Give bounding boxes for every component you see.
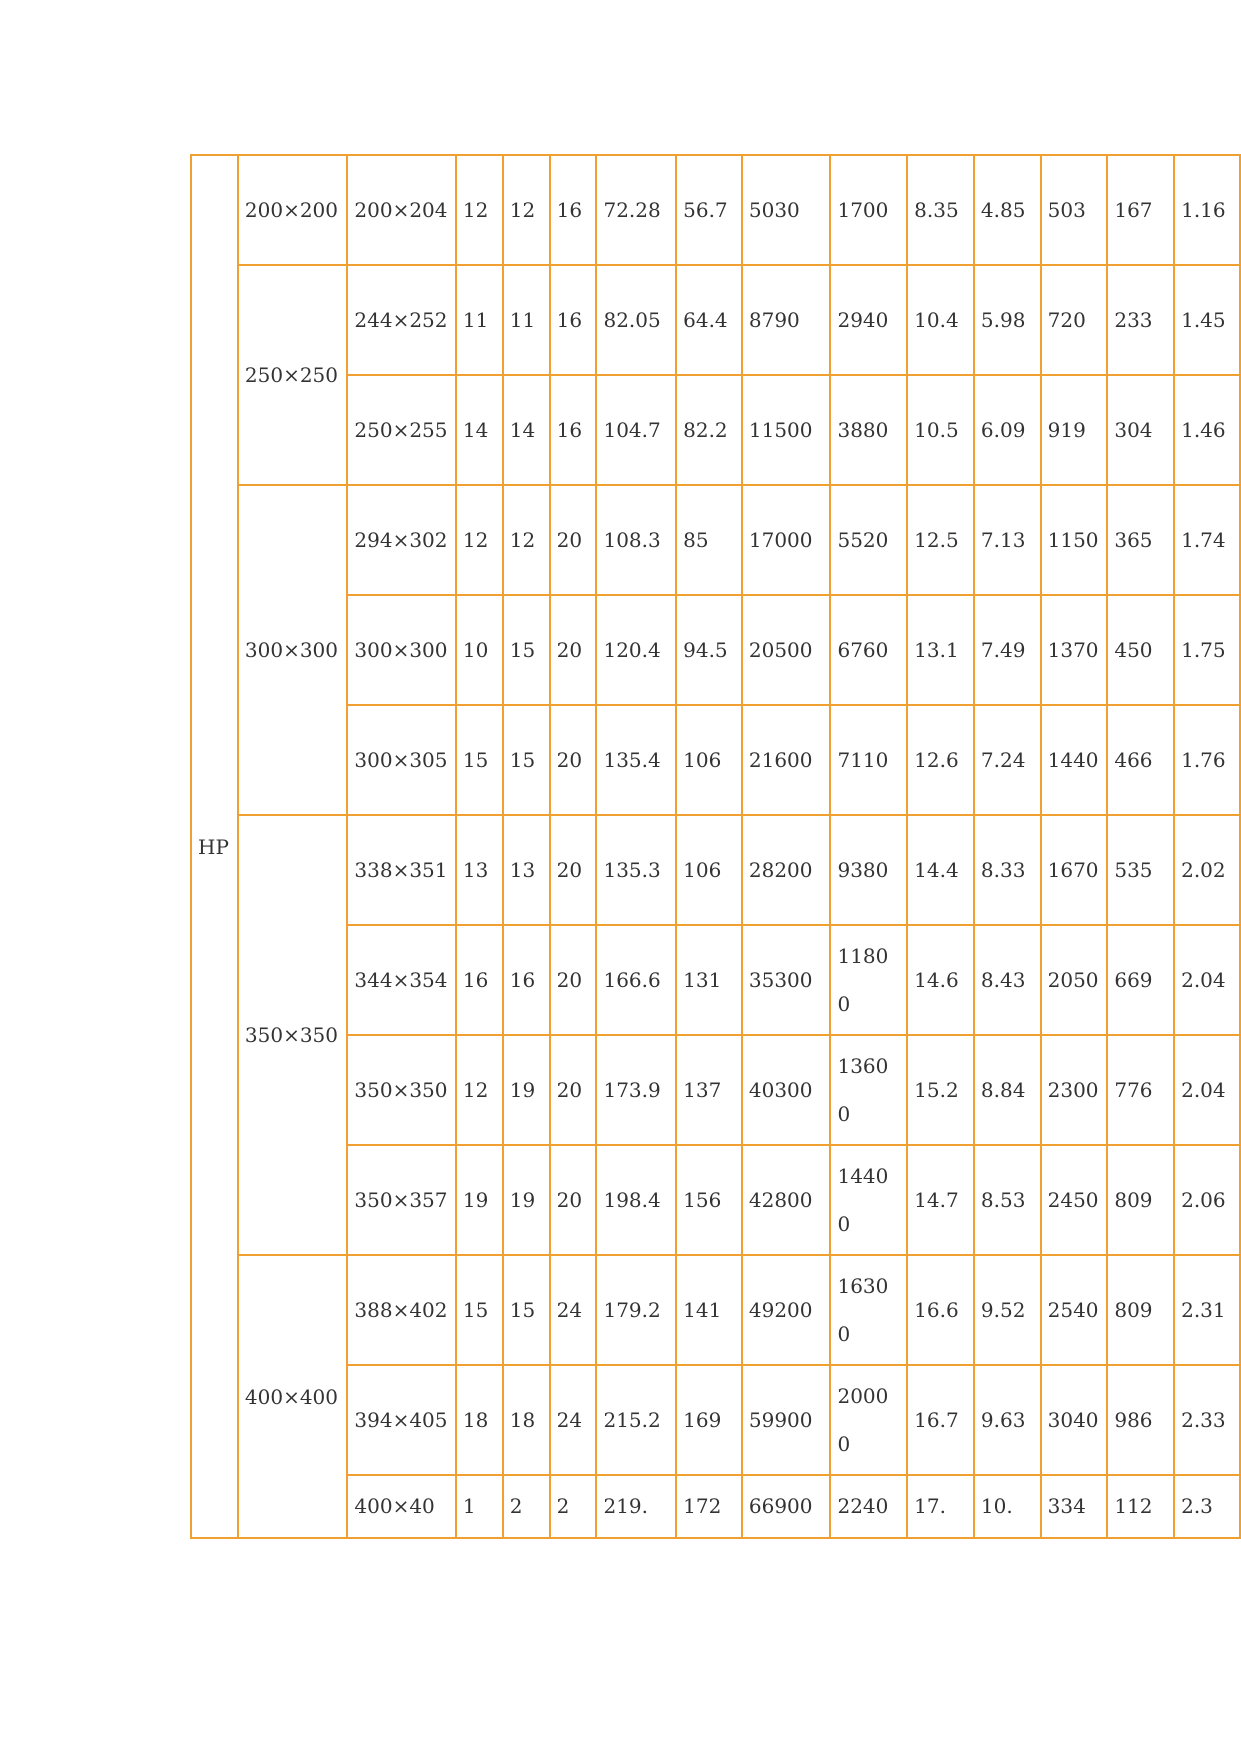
cell-ix: 5030 [742,155,831,265]
cell-iy: 11800 [830,925,907,1035]
cell-t1: 12 [456,1035,503,1145]
cell-iy: 1700 [830,155,907,265]
cell-zx: 503 [1041,155,1108,265]
cell-t1: 14 [456,375,503,485]
cell-size: 338×351 [347,815,456,925]
cell-cx: 2.33 [1174,1365,1240,1475]
cell-cx: 2.04 [1174,1035,1240,1145]
cell-rx: 15.2 [907,1035,974,1145]
section-steel-spec-table [190,154,1241,1539]
cell-mass: 141 [676,1255,742,1365]
cell-r: 20 [550,705,597,815]
cell-zy: 535 [1107,815,1174,925]
cell-t1: 1 [456,1475,503,1538]
cell-t1: 10 [456,595,503,705]
cell-rx: 17. [907,1475,974,1538]
cell-ry: 10. [974,1475,1041,1538]
cell-ry: 9.52 [974,1255,1041,1365]
table-row [191,485,1240,595]
table-row [191,375,1240,485]
cell-cx: 1.16 [1174,155,1240,265]
table-row [191,265,1240,375]
cell-size: 200×204 [347,155,456,265]
cell-t2: 11 [503,265,550,375]
table-row [191,595,1240,705]
cell-size: 250×255 [347,375,456,485]
cell-mass: 56.7 [676,155,742,265]
cell-zy: 233 [1107,265,1174,375]
cell-t2: 14 [503,375,550,485]
cell-r: 16 [550,155,597,265]
cell-t1: 11 [456,265,503,375]
cell-size: 400×40 [347,1475,456,1538]
cell-zx: 1370 [1041,595,1108,705]
cell-zy: 776 [1107,1035,1174,1145]
cell-ix: 59900 [742,1365,831,1475]
cell-size: 388×402 [347,1255,456,1365]
cell-ry: 7.13 [974,485,1041,595]
cell-size: 394×405 [347,1365,456,1475]
cell-ry: 9.63 [974,1365,1041,1475]
cell-area: 135.4 [596,705,676,815]
cell-size: 350×350 [347,1035,456,1145]
cell-t2: 16 [503,925,550,1035]
cell-t2: 18 [503,1365,550,1475]
cell-mass: 169 [676,1365,742,1475]
cell-area: 104.7 [596,375,676,485]
cell-iy: 3880 [830,375,907,485]
cell-iy: 20000 [830,1365,907,1475]
cell-t2: 2 [503,1475,550,1538]
cell-ix: 20500 [742,595,831,705]
nominal-size-cell: 400×400 [238,1255,348,1538]
cell-zy: 669 [1107,925,1174,1035]
cell-r: 2 [550,1475,597,1538]
table-row [191,1145,1240,1255]
cell-zy: 809 [1107,1145,1174,1255]
cell-r: 20 [550,925,597,1035]
cell-rx: 16.7 [907,1365,974,1475]
cell-r: 20 [550,1035,597,1145]
cell-size: 300×300 [347,595,456,705]
cell-ix: 21600 [742,705,831,815]
nominal-size-cell: 350×350 [238,815,348,1255]
cell-mass: 131 [676,925,742,1035]
cell-mass: 106 [676,815,742,925]
cell-r: 24 [550,1365,597,1475]
cell-t2: 15 [503,705,550,815]
cell-iy: 2240 [830,1475,907,1538]
cell-zy: 365 [1107,485,1174,595]
cell-zx: 3040 [1041,1365,1108,1475]
cell-ry: 5.98 [974,265,1041,375]
cell-r: 16 [550,265,597,375]
cell-zy: 809 [1107,1255,1174,1365]
cell-t1: 13 [456,815,503,925]
cell-t1: 19 [456,1145,503,1255]
cell-area: 108.3 [596,485,676,595]
cell-zx: 1150 [1041,485,1108,595]
cell-size: 350×357 [347,1145,456,1255]
table-row [191,925,1240,1035]
cell-ix: 8790 [742,265,831,375]
nominal-size-cell: 250×250 [238,265,348,485]
cell-area: 82.05 [596,265,676,375]
cell-cx: 1.75 [1174,595,1240,705]
cell-t1: 12 [456,155,503,265]
cell-mass: 137 [676,1035,742,1145]
cell-t1: 15 [456,705,503,815]
cell-zy: 986 [1107,1365,1174,1475]
cell-area: 173.9 [596,1035,676,1145]
cell-cx: 2.06 [1174,1145,1240,1255]
cell-rx: 14.7 [907,1145,974,1255]
cell-rx: 12.5 [907,485,974,595]
cell-cx: 1.45 [1174,265,1240,375]
cell-ix: 28200 [742,815,831,925]
cell-mass: 94.5 [676,595,742,705]
cell-mass: 64.4 [676,265,742,375]
cell-iy: 13600 [830,1035,907,1145]
cell-rx: 13.1 [907,595,974,705]
cell-area: 215.2 [596,1365,676,1475]
cell-zy: 167 [1107,155,1174,265]
cell-iy: 2940 [830,265,907,375]
cell-mass: 82.2 [676,375,742,485]
cell-ry: 7.24 [974,705,1041,815]
cell-t1: 15 [456,1255,503,1365]
cell-r: 20 [550,1145,597,1255]
cell-ix: 49200 [742,1255,831,1365]
cell-rx: 8.35 [907,155,974,265]
table-row [191,815,1240,925]
cell-t2: 12 [503,485,550,595]
cell-area: 219. [596,1475,676,1538]
series-cell: HP [191,155,238,1538]
cell-cx: 2.04 [1174,925,1240,1035]
cell-r: 16 [550,375,597,485]
cell-rx: 12.6 [907,705,974,815]
cell-cx: 1.76 [1174,705,1240,815]
cell-area: 72.28 [596,155,676,265]
table-row [191,1475,1240,1538]
cell-zx: 1670 [1041,815,1108,925]
cell-size: 244×252 [347,265,456,375]
cell-cx: 2.3 [1174,1475,1240,1538]
table-row [191,705,1240,815]
cell-ry: 7.49 [974,595,1041,705]
cell-t2: 19 [503,1035,550,1145]
cell-zx: 2050 [1041,925,1108,1035]
nominal-size-cell: 200×200 [238,155,348,265]
cell-ry: 8.43 [974,925,1041,1035]
cell-cx: 2.02 [1174,815,1240,925]
cell-iy: 9380 [830,815,907,925]
cell-ix: 11500 [742,375,831,485]
cell-ry: 4.85 [974,155,1041,265]
cell-area: 135.3 [596,815,676,925]
cell-iy: 6760 [830,595,907,705]
cell-size: 294×302 [347,485,456,595]
cell-t2: 15 [503,595,550,705]
cell-iy: 14400 [830,1145,907,1255]
cell-iy: 7110 [830,705,907,815]
cell-area: 179.2 [596,1255,676,1365]
cell-t2: 12 [503,155,550,265]
cell-area: 198.4 [596,1145,676,1255]
cell-rx: 14.4 [907,815,974,925]
cell-zx: 2450 [1041,1145,1108,1255]
nominal-size-cell: 300×300 [238,485,348,815]
cell-zx: 334 [1041,1475,1108,1538]
cell-mass: 85 [676,485,742,595]
cell-ry: 8.84 [974,1035,1041,1145]
cell-zx: 1440 [1041,705,1108,815]
cell-ix: 40300 [742,1035,831,1145]
cell-zx: 2300 [1041,1035,1108,1145]
cell-r: 20 [550,595,597,705]
cell-zx: 720 [1041,265,1108,375]
cell-r: 24 [550,1255,597,1365]
cell-area: 120.4 [596,595,676,705]
table-row [191,1035,1240,1145]
cell-t1: 18 [456,1365,503,1475]
table-row [191,1365,1240,1475]
cell-ry: 6.09 [974,375,1041,485]
cell-ix: 35300 [742,925,831,1035]
cell-cx: 2.31 [1174,1255,1240,1365]
cell-ix: 66900 [742,1475,831,1538]
table-row [191,155,1240,265]
cell-rx: 14.6 [907,925,974,1035]
cell-t2: 13 [503,815,550,925]
cell-r: 20 [550,815,597,925]
cell-iy: 16300 [830,1255,907,1365]
cell-zy: 304 [1107,375,1174,485]
cell-t1: 16 [456,925,503,1035]
cell-ix: 17000 [742,485,831,595]
cell-area: 166.6 [596,925,676,1035]
cell-zy: 112 [1107,1475,1174,1538]
cell-mass: 172 [676,1475,742,1538]
cell-size: 344×354 [347,925,456,1035]
cell-rx: 10.5 [907,375,974,485]
cell-ry: 8.33 [974,815,1041,925]
cell-zx: 919 [1041,375,1108,485]
cell-rx: 10.4 [907,265,974,375]
table-row [191,1255,1240,1365]
cell-cx: 1.74 [1174,485,1240,595]
cell-mass: 156 [676,1145,742,1255]
cell-iy: 5520 [830,485,907,595]
cell-cx: 1.46 [1174,375,1240,485]
cell-zy: 450 [1107,595,1174,705]
cell-t1: 12 [456,485,503,595]
cell-t2: 15 [503,1255,550,1365]
cell-ix: 42800 [742,1145,831,1255]
cell-ry: 8.53 [974,1145,1041,1255]
cell-zx: 2540 [1041,1255,1108,1365]
cell-mass: 106 [676,705,742,815]
cell-size: 300×305 [347,705,456,815]
cell-rx: 16.6 [907,1255,974,1365]
cell-zy: 466 [1107,705,1174,815]
cell-t2: 19 [503,1145,550,1255]
cell-r: 20 [550,485,597,595]
